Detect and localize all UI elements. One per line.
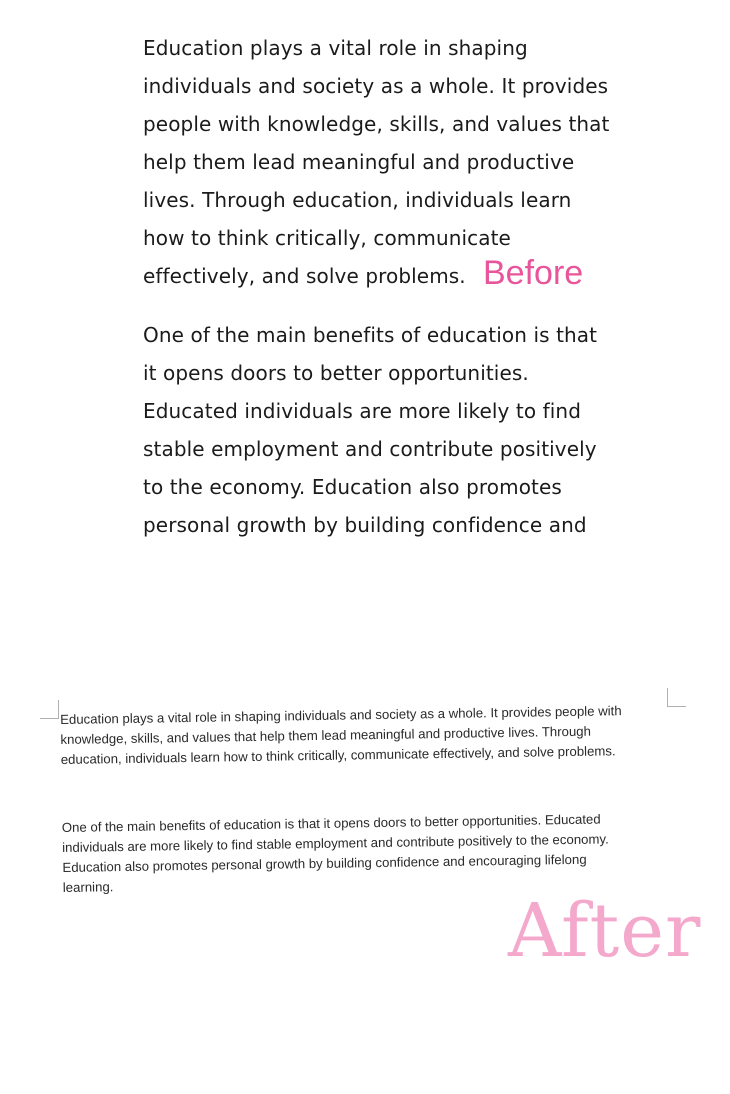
after-paragraph-2 <box>62 808 683 898</box>
text-line: people with knowledge, skills, and values that <box>143 112 610 136</box>
text-line: help them lead meaningful and productive <box>143 150 575 174</box>
paragraph-gap <box>143 295 593 316</box>
text-line: personal growth by building confidence and <box>143 513 587 537</box>
text-line: knowledge, skills, and values that help them lead meaningful and productive lives. Through <box>60 723 592 747</box>
text-line: individuals and society as a whole. It provides <box>143 74 609 98</box>
text-line: Education also promotes personal growth by building confidence and encouraging lifelong <box>62 851 587 875</box>
page-margin-corner-left <box>40 700 59 719</box>
text-line: education, individuals learn how to think critically, communicate effectively, and solve problems. <box>60 743 616 767</box>
text-line: it opens doors to better opportunities. <box>143 361 529 385</box>
after-paragraph-1 <box>60 700 681 770</box>
text-line: stable employment and contribute positively <box>143 437 597 461</box>
text-line: individuals are more likely to find stable employment and contribute positively to the economy. <box>62 831 609 855</box>
before-paragraph-2 <box>143 316 598 544</box>
text-line: lives. Through education, individuals learn <box>143 188 572 212</box>
after-document <box>60 700 683 898</box>
text-line: Educated individuals are more likely to find <box>143 399 582 423</box>
before-label: Before <box>483 254 584 292</box>
text-line: effectively, and solve problems. <box>143 264 466 288</box>
text-line: One of the main benefits of education is that it opens doors to better opportunities. Educated <box>61 811 601 835</box>
after-label: After <box>508 888 702 974</box>
text-line: One of the main benefits of education is that <box>143 323 598 347</box>
text-line: Education plays a vital role in shaping individuals and society as a whole. It provides people with <box>60 703 622 727</box>
text-line: to the economy. Education also promotes <box>143 475 562 499</box>
text-line: learning. <box>62 879 114 895</box>
before-panel <box>0 0 730 537</box>
text-line: how to think critically, communicate <box>143 226 511 250</box>
text-line: Education plays a vital role in shaping <box>143 36 528 60</box>
